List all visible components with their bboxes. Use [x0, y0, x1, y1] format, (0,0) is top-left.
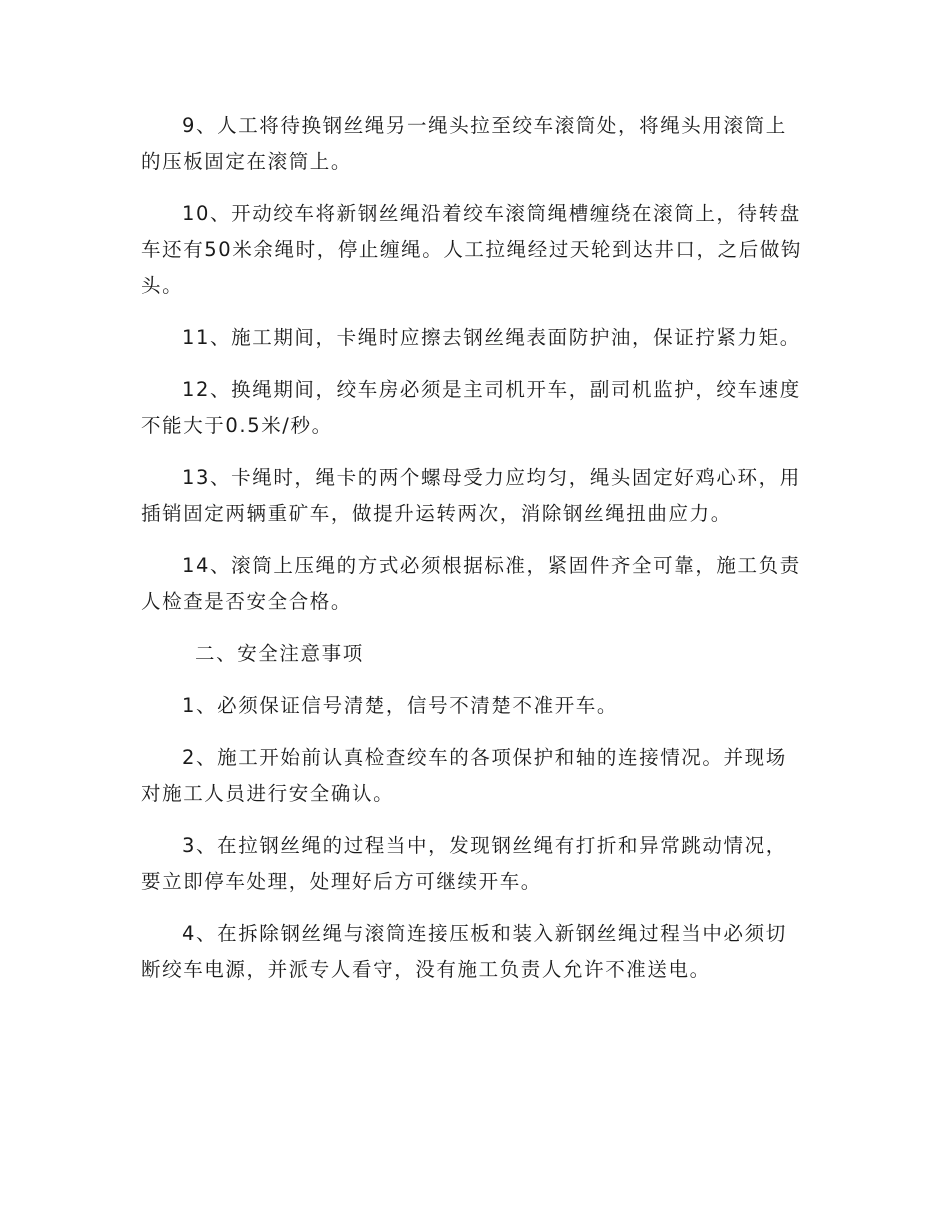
section-heading-safety: 二、安全注意事项: [195, 642, 364, 665]
step-13-paragraph: 13、卡绳时，绳卡的两个螺母受力应均匀，绳头固定好鸡心环，用插销固定两辆重矿车，做提升运转两次，消除钢丝绳扭曲应力。: [141, 466, 801, 525]
document-body: [141, 108, 807, 988]
step-11-paragraph: 11、施工期间，卡绳时应擦去钢丝绳表面防护油，保证拧紧力矩。: [182, 326, 801, 349]
step-9-paragraph: 9、人工将待换钢丝绳另一绳头拉至绞车滚筒处，将绳头用滚筒上的压板固定在滚筒上。: [141, 114, 787, 173]
safety-item-4: 4、在拆除钢丝绳与滚筒连接压板和装入新钢丝绳过程当中必须切断绞车电源，并派专人看守，没有施工负责人允许不准送电。: [141, 922, 787, 981]
step-10-paragraph: 10、开动绞车将新钢丝绳沿着绞车滚筒绳槽缠绕在滚筒上，待转盘车还有50米余绳时，停止缠绳。人工拉绳经过天轮到达井口，之后做钩头。: [141, 202, 803, 297]
safety-item-3: 3、在拉钢丝绳的过程当中，发现钢丝绳有打折和异常跳动情况，要立即停车处理，处理好后方可继续开车。: [141, 834, 787, 893]
safety-item-2: 2、施工开始前认真检查绞车的各项保护和轴的连接情况。并现场对施工人员进行安全确认。: [141, 746, 787, 805]
step-12-paragraph: 12、换绳期间，绞车房必须是主司机开车，副司机监护，绞车速度不能大于0.5米/秒。: [141, 378, 801, 437]
step-14-paragraph: 14、滚筒上压绳的方式必须根据标准，紧固件齐全可靠，施工负责人检查是否安全合格。: [141, 554, 801, 613]
safety-item-1: 1、必须保证信号清楚，信号不清楚不准开车。: [182, 694, 619, 717]
